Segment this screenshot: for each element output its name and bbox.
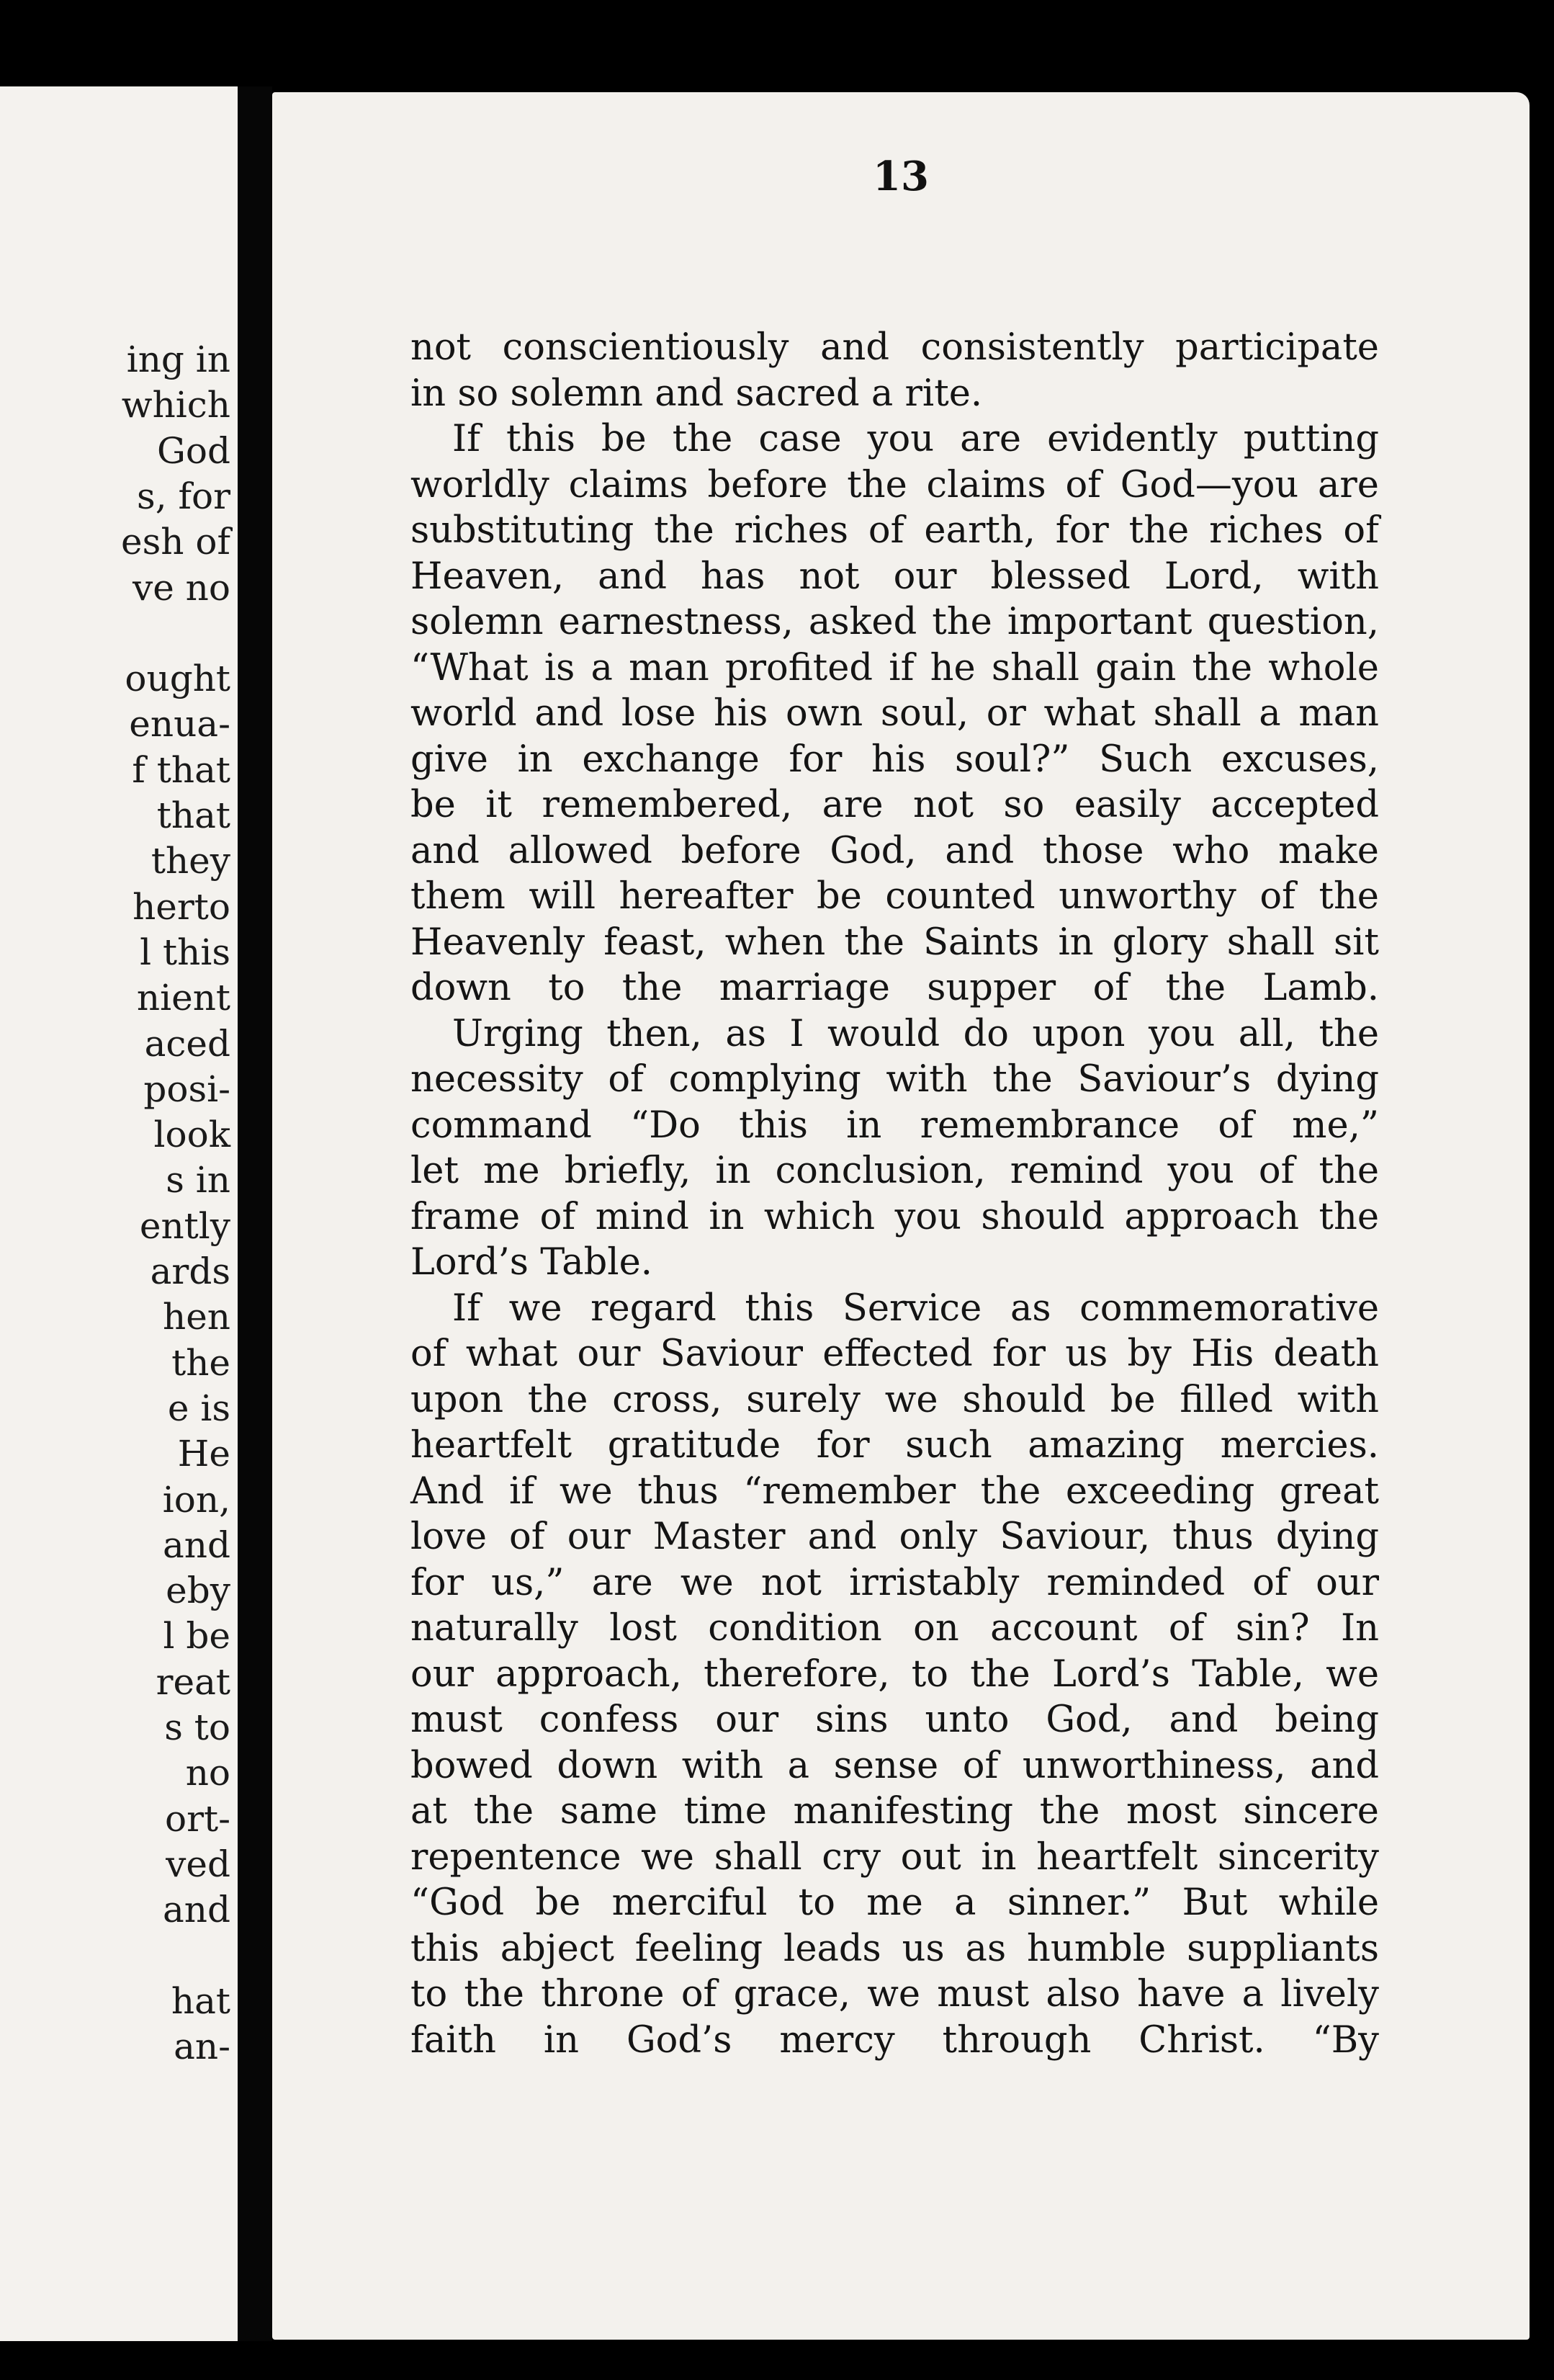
left-page-fragment: and [162,1889,230,1931]
text-line: for us,” are we not irristably reminded of our [410,1561,1379,1604]
text-line: of what our Saviour effected for us by His death [410,1333,1379,1375]
body-text [410,325,1379,2063]
text-line: bowed down with a sense of unworthiness, and [410,1744,1379,1787]
left-page-fragment: s to [164,1706,230,1748]
text-line: heartfelt gratitude for such amazing mercies. [410,1424,1379,1467]
left-page-fragment: He [177,1433,230,1475]
text-line: down to the marriage supper of the Lamb. [410,967,1379,1009]
text-line: at the same time manifesting the most sincere [410,1790,1379,1833]
text-line: If this be the case you are evidently putting [452,418,1379,460]
text-line: “God be merciful to me a sinner.” But while [410,1882,1379,1924]
left-page-fragment: f that [132,748,230,791]
text-line: upon the cross, surely we should be filled with [410,1378,1379,1421]
page-number: 13 [873,153,929,200]
text-line: solemn earnestness, asked the important question, [410,601,1379,643]
text-line: Lord’s Table. [410,1241,653,1284]
left-page-fragment: ort- [165,1797,230,1840]
left-page-fragment: nient [136,977,230,1019]
left-page-fragment: that [156,795,230,836]
text-line: frame of mind in which you should approach the [410,1195,1379,1238]
text-line: love of our Master and only Saviour, thus dying [410,1516,1379,1558]
text-line: our approach, therefore, to the Lord’s Table, we [410,1652,1379,1696]
left-page-fragment: ve no [132,566,230,609]
text-line: worldly claims before the claims of God—you are [410,463,1379,506]
left-page-fragment: s in [166,1159,230,1202]
left-page-fragment: ards [150,1251,230,1292]
text-line: this abject feeling leads us as humble suppliants [410,1927,1379,1970]
left-page-fragment: God [156,429,230,472]
text-line: in so solemn and sacred a rite. [410,372,983,415]
left-page-fragment: enua- [129,703,230,746]
left-page-fragment: ought [125,658,230,700]
left-page-fragment: eby [166,1570,230,1612]
text-line: naturally lost condition on account of sin? In [410,1607,1379,1650]
text-line: not conscientiously and consistently participate [410,326,1379,369]
text-line: faith in God’s mercy through Christ. “By [410,2018,1379,2062]
text-line: Urging then, as I would do upon you all, the [452,1012,1379,1055]
left-page-fragment: no [185,1752,230,1794]
left-page-fragment: herto [133,885,230,928]
left-page-fragment: an- [174,2026,230,2068]
text-line: If we regard this Service as commemorative [452,1287,1379,1330]
left-page-fragment: ion, [162,1478,230,1521]
text-line: Heaven, and has not our blessed Lord, with [410,555,1379,598]
left-page-fragment: look [153,1114,230,1156]
left-page-fragment: esh of [121,521,230,563]
text-line: to the throne of grace, we must also have a lively [410,1973,1379,2016]
left-page-fragment: and [162,1524,230,1566]
text-line: repentence we shall cry out in heartfelt sincerity [410,1835,1379,1879]
left-page-fragment: they [151,840,230,882]
left-page [0,86,238,2341]
text-line: Heavenly feast, when the Saints in glory shall sit [410,921,1379,964]
text-line: give in exchange for his soul?” Such excuses, [410,738,1379,781]
left-page-fragment: l this [140,931,230,973]
left-page-fragment: aced [144,1022,230,1065]
left-page-fragment: e is [167,1387,230,1429]
left-page-fragment: which [121,384,230,426]
text-line: let me briefly, in conclusion, remind you of the [410,1150,1379,1192]
left-page-fragment: posi- [143,1068,230,1110]
left-page-fragment: the [171,1341,230,1384]
text-line: “What is a man profited if he shall gain the whole [410,646,1379,689]
left-page-fragment: hat [171,1979,230,2022]
text-line: world and lose his own soul, or what shall a man [410,692,1379,735]
book-spine-gutter [238,86,272,2341]
text-line: must confess our sins unto God, and being [410,1699,1379,1741]
left-page-fragment: l be [163,1615,230,1658]
text-line: substituting the riches of earth, for the riches of [410,509,1379,552]
left-page-fragment: hen [163,1296,230,1338]
text-line: command “Do this in remembrance of me,” [410,1104,1379,1147]
left-page-fragment: ently [139,1204,230,1247]
text-line: necessity of complying with the Saviour’s dying [410,1058,1379,1101]
text-line: And if we thus “remember the exceeding great [410,1469,1379,1513]
left-page-fragment: ing in [126,339,230,380]
text-line: be it remembered, are not so easily accepted [410,784,1379,826]
left-page-fragment: reat [156,1660,230,1703]
text-line: and allowed before God, and those who make [410,829,1379,872]
left-page-fragment: ved [166,1843,230,1885]
text-line: them will hereafter be counted unworthy of the [410,875,1379,918]
left-page-fragment: s, for [137,475,230,517]
